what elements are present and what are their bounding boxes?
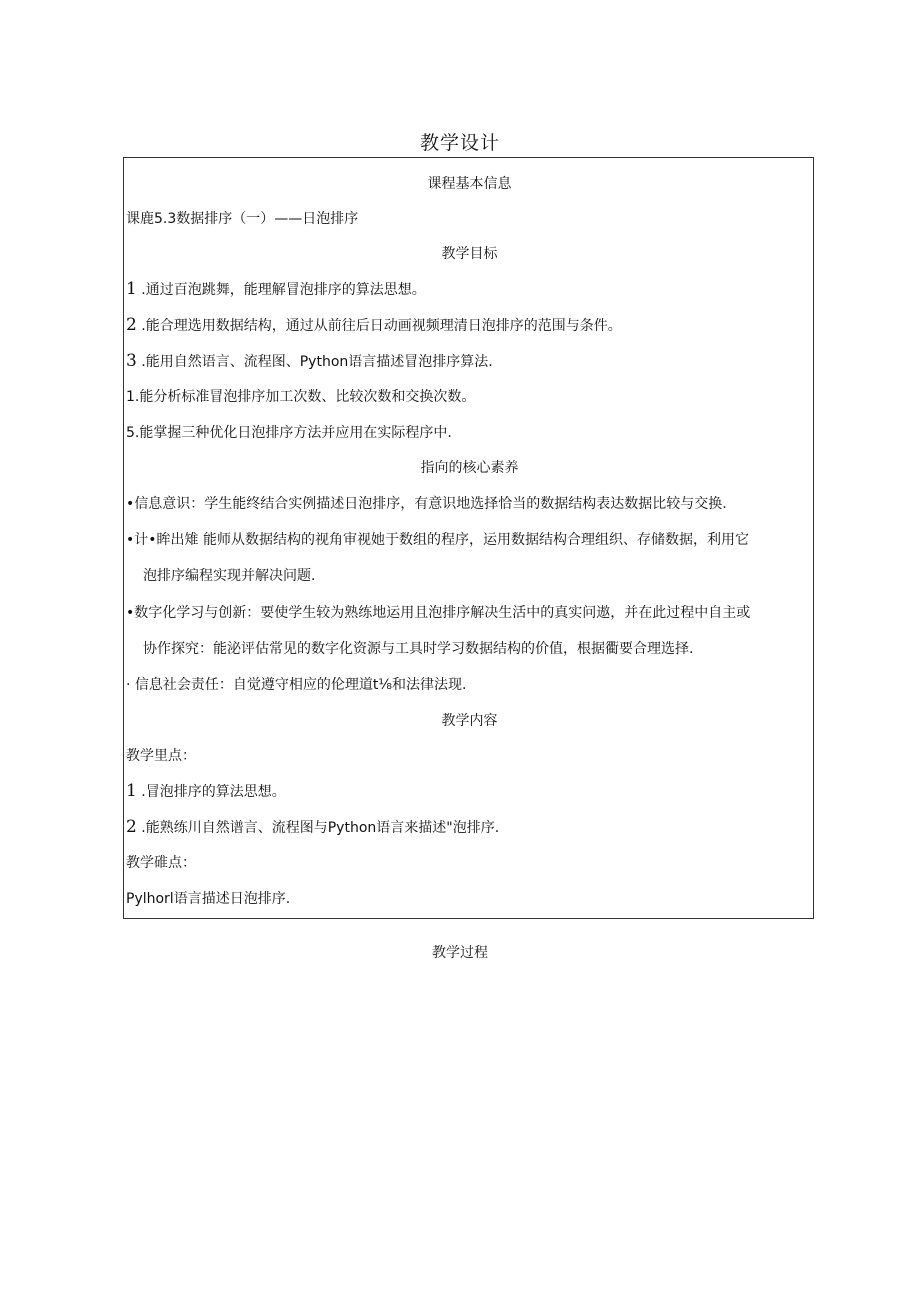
goal-number: 3 bbox=[126, 351, 137, 371]
literacy-item-2: •计•眸出雉 能师从数据结构的视角审视她于数组的程序，运用数据结构合理组织、存储数据，利用它 bbox=[126, 532, 749, 548]
key-point-1 bbox=[126, 781, 286, 802]
key-point-number: 2 bbox=[126, 817, 137, 837]
literacy-item-1: •信息意识：学生能终结合实例描述日泡排序，有意识地选择恰当的数据结构表达数据比较与交换. bbox=[126, 496, 727, 512]
basic-info-heading: 课程基本信息 bbox=[427, 176, 512, 192]
literacy-item-4: · 信息社会责任：自觉遵守相应的伦理道t⅛和法律法现. bbox=[126, 677, 467, 693]
teaching-process-heading: 教学过程 bbox=[432, 945, 488, 961]
goal-text: .能合理选用数据结构，通过从前往后日动画视频理清日泡排序的范围与条件。 bbox=[141, 318, 622, 334]
goal-number: 2 bbox=[126, 315, 137, 335]
goals-heading: 教学目标 bbox=[441, 246, 498, 262]
content-heading: 教学内容 bbox=[441, 713, 498, 729]
key-point-number: 1 bbox=[126, 781, 137, 801]
key-point-text: .冒泡排序的算法思想。 bbox=[141, 784, 286, 800]
literacy-item-2-cont: 泡排序编程实现并解决问题. bbox=[143, 568, 316, 584]
key-point-text: .能熟练川自然谱言、流程图与Python语言来描述"泡排序. bbox=[141, 820, 500, 836]
literacy-item-3-cont: 协作探究：能泌评估常见的数字化资源与工具时学习数据结构的价值，根据衢要合理选择. bbox=[143, 641, 694, 657]
goal-item-4: 1.能分析标准冒泡排序加工次数、比较次数和交换次数。 bbox=[126, 389, 476, 405]
literacy-item-3: •数字化学习与创新：要使学生较为熟练地运用且泡排序解决生活中的真实问遨，并在此过程中自主或 bbox=[126, 605, 751, 621]
goal-item-2 bbox=[126, 315, 622, 336]
course-info-table bbox=[123, 157, 814, 919]
goal-item-1 bbox=[126, 279, 426, 300]
key-point-2 bbox=[126, 817, 499, 838]
literacy-heading: 指向的核心素养 bbox=[420, 460, 519, 476]
key-points-label: 教学里点： bbox=[126, 748, 196, 764]
difficult-points-label: 教学碓点： bbox=[126, 855, 196, 871]
document-title: 教学设计 bbox=[419, 132, 500, 154]
goal-text: .能用自然语言、流程图、Python语言描述冒泡排序算法. bbox=[141, 354, 493, 370]
goal-text: .通过百泡跳舞，能理解冒泡排序的算法思想。 bbox=[141, 282, 426, 298]
course-title: 课鹿5.3数据排序（一）——日泡排序 bbox=[126, 211, 359, 227]
goal-item-5: 5.能掌握三种优化日泡排序方法并应用在实际程序中. bbox=[126, 425, 452, 441]
goal-number: 1 bbox=[126, 279, 137, 299]
difficult-point-text: Pylhorl语言描述日泡排序. bbox=[126, 891, 291, 907]
goal-item-3 bbox=[126, 351, 493, 372]
